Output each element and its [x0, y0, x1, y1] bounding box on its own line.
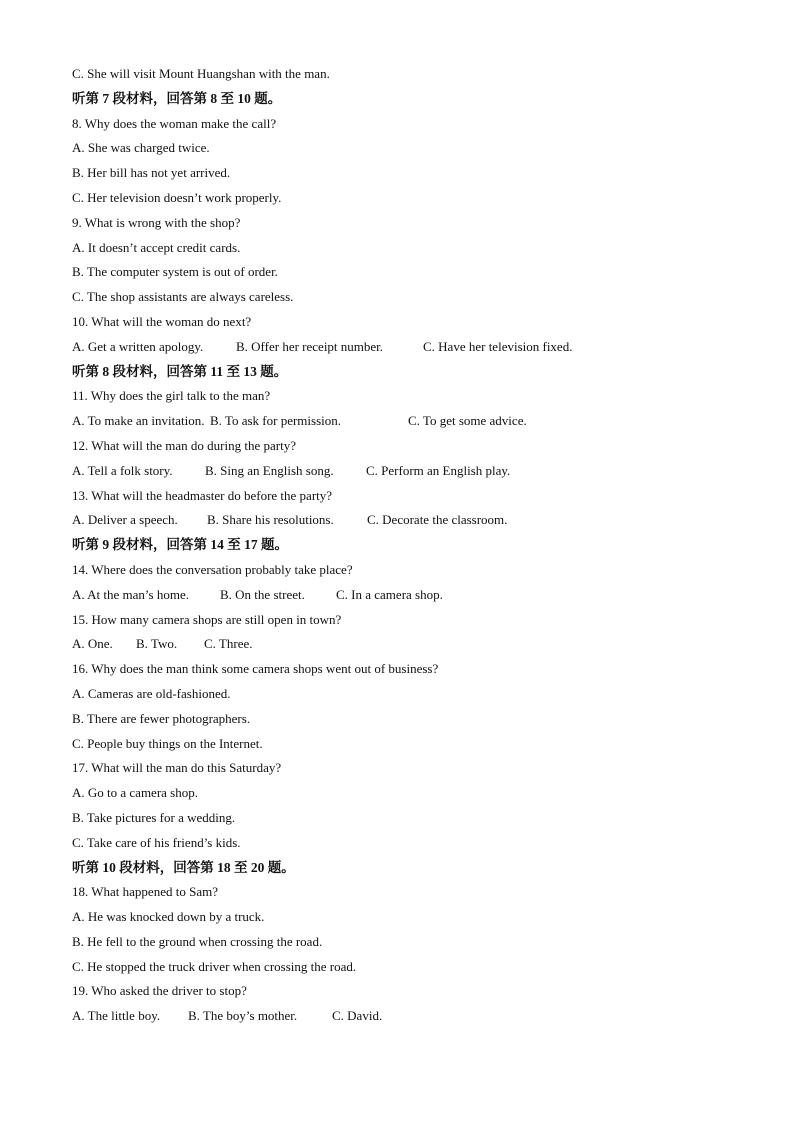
option-a: A. One. — [72, 636, 113, 652]
answer-option: A. He was knocked down by a truck. — [72, 909, 265, 925]
section-heading: 听第 8 段材料，回答第 11 至 13 题。 — [72, 363, 288, 379]
option-c: C. Have her television fixed. — [423, 338, 573, 354]
question-text: 15. How many camera shops are still open in town? — [72, 611, 342, 627]
exam-page — [72, 62, 732, 1029]
option-c: C. Three. — [204, 636, 253, 652]
option-row — [72, 632, 732, 657]
answer-option: C. Take care of his friend’s kids. — [72, 834, 241, 850]
option-a: A. At the man’s home. — [72, 586, 189, 602]
question-text: 14. Where does the conversation probably take place? — [72, 561, 353, 577]
option-c: C. Decorate the classroom. — [367, 512, 508, 528]
option-b: B. Sing an English song. — [205, 462, 334, 478]
answer-option: A. Cameras are old-fashioned. — [72, 685, 231, 701]
question-text: 19. Who asked the driver to stop? — [72, 983, 247, 999]
option-b: B. Share his resolutions. — [207, 512, 334, 528]
answer-option: C. The shop assistants are always careless. — [72, 289, 294, 305]
option-b: B. On the street. — [220, 586, 305, 602]
question-text: 16. Why does the man think some camera shops went out of business? — [72, 661, 439, 677]
question-text: 18. What happened to Sam? — [72, 884, 218, 900]
option-b: B. Offer her receipt number. — [236, 338, 384, 354]
option-a: A. The little boy. — [72, 1008, 161, 1024]
option-a: A. To make an invitation. — [72, 413, 205, 429]
answer-option: B. The computer system is out of order. — [72, 264, 278, 280]
option-c: C. To get some advice. — [408, 413, 527, 429]
section-heading: 听第 7 段材料，回答第 8 至 10 题。 — [72, 90, 282, 106]
question-text: 13. What will the headmaster do before the party? — [72, 487, 333, 503]
answer-option: A. Go to a camera shop. — [72, 785, 198, 801]
option-row — [72, 508, 732, 533]
question-text: 8. Why does the woman make the call? — [72, 115, 277, 131]
option-c: C. David. — [332, 1008, 383, 1024]
answer-option: B. There are fewer photographers. — [72, 710, 251, 726]
answer-option: B. Her bill has not yet arrived. — [72, 165, 231, 181]
option-row — [72, 583, 732, 608]
question-list — [72, 62, 732, 1029]
option-a: A. Deliver a speech. — [72, 512, 178, 528]
option-c: C. Perform an English play. — [366, 462, 511, 478]
answer-option: A. It doesn’t accept credit cards. — [72, 239, 241, 255]
question-text: 12. What will the man do during the party? — [72, 437, 296, 453]
option-row — [72, 459, 732, 484]
option-b: B. The boy’s mother. — [188, 1008, 298, 1024]
question-text: 11. Why does the girl talk to the man? — [72, 388, 271, 404]
answer-option: C. Her television doesn’t work properly. — [72, 189, 282, 205]
option-row — [72, 1004, 732, 1029]
option-b: B. Two. — [136, 636, 178, 652]
answer-option: C. He stopped the truck driver when crossing the road. — [72, 958, 357, 974]
section-heading: 听第 9 段材料，回答第 14 至 17 题。 — [72, 537, 288, 553]
answer-option: C. People buy things on the Internet. — [72, 735, 263, 751]
option-c: C. In a camera shop. — [336, 586, 443, 602]
question-text: 17. What will the man do this Saturday? — [72, 760, 282, 776]
answer-option: A. She was charged twice. — [72, 140, 210, 156]
answer-option: B. Take pictures for a wedding. — [72, 809, 236, 825]
option-a: A. Tell a folk story. — [72, 462, 173, 478]
option-b: B. To ask for permission. — [210, 413, 342, 429]
answer-option: B. He fell to the ground when crossing the road. — [72, 933, 323, 949]
answer-option: C. She will visit Mount Huangshan with the man. — [72, 66, 330, 81]
option-a: A. Get a written apology. — [72, 338, 204, 354]
section-heading: 听第 10 段材料，回答第 18 至 20 题。 — [72, 859, 295, 875]
option-row — [72, 335, 732, 360]
question-text: 10. What will the woman do next? — [72, 313, 252, 329]
question-text: 9. What is wrong with the shop? — [72, 214, 241, 230]
option-row — [72, 409, 732, 434]
